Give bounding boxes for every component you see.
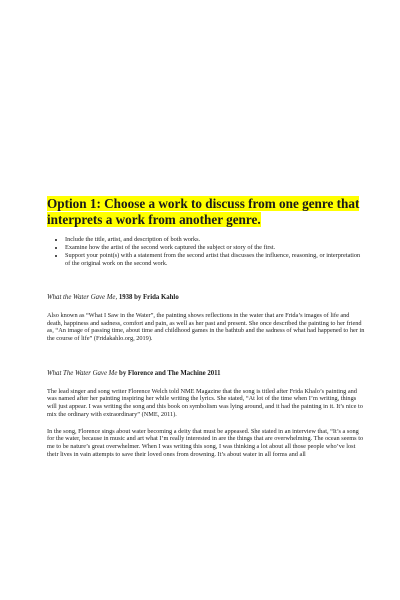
song-artist: by Florence and The Machine 2011	[117, 369, 221, 377]
instruction-list	[47, 236, 365, 267]
song-paragraph-2: In the song, Florence sings about water becoming a deity that must be appeased. She stated in an interview that, “It’s a song for the water, because in music and art what I’m really interested in are the things that are overwhelming. The ocean seems to me to be nature’s great overwhelmer. When I was writing this song, I was thinking a lot about all those people who’ve lost their lives in vain attempts to save their loved ones from drowning. It’s about water in all forms and all	[47, 427, 364, 458]
list-item: • Support your point(s) with a statement from the second artist that discusses the influence, reasoning, or interpretation of the original work on the second work.	[65, 252, 365, 267]
heading-highlight: Option 1: Choose a work to discuss from one genre that interprets a work from another genre.	[47, 196, 360, 227]
painting-title: What the Water Gave Me,	[47, 293, 118, 301]
section-title-song	[47, 370, 365, 378]
painting-description: Also known as “What I Saw in the Water”, the painting shows reflections in the water that are Frida’s images of life and death, happiness and sadness, comfort and pain, as well as her past and present. She once described the painting to her friend as, “An image of passing time, about time and childhood games in the bathtub and the sadness of what had happened to her in the course of life” (Fridakahlo.org, 2019).	[47, 311, 365, 342]
document-content	[47, 196, 365, 458]
song-title: What The Water Gave Me	[47, 369, 118, 377]
list-item: • Examine how the artist of the second work captured the subject or story of the first.	[65, 244, 365, 252]
painting-artist: 1938 by Frida Kahlo	[117, 293, 179, 301]
song-paragraph-1: The lead singer and song writer Florence Welch told NME Magazine that the song is titled after Frida Khalo’s painting and was named after her painting inspiring her while writing the lyrics. She stated, “At lot of the time when I’m writing, things will just appear. I was writing the song and this book on symbolism was lying around, and it had the painting in it. It’s nice to mix the ordinary with extraordinary” (NME, 2011).	[47, 387, 363, 418]
option-heading	[47, 196, 365, 227]
list-item: • Include the title, artist, and description of both works.	[65, 236, 365, 244]
section-title-painting	[47, 294, 365, 302]
